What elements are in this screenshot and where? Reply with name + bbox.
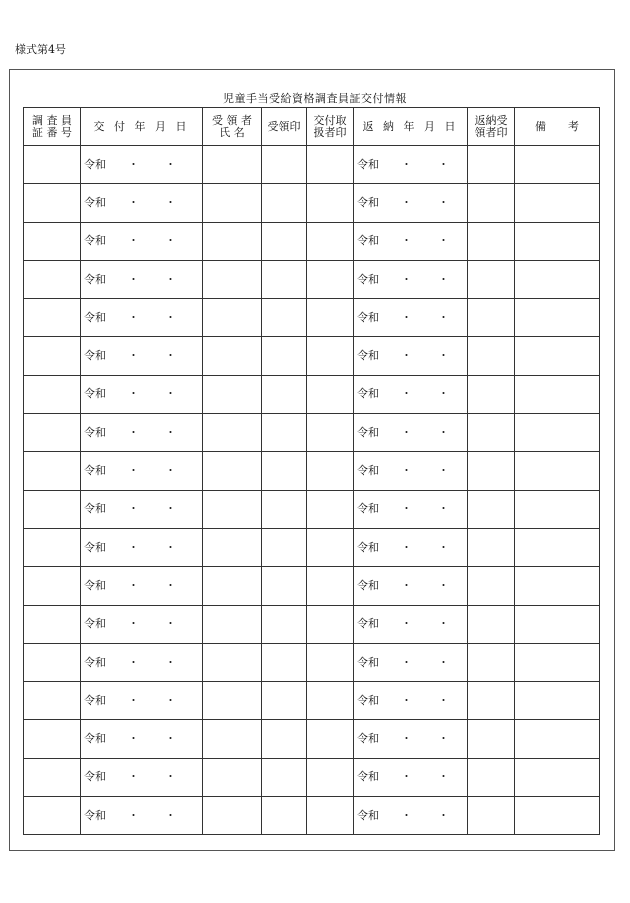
remarks-cell[interactable] — [515, 260, 600, 298]
recipient-seal-cell[interactable] — [262, 797, 307, 835]
id-number-cell[interactable] — [24, 682, 81, 720]
date-separator: ・ — [128, 502, 139, 516]
era-label: 令和 — [84, 808, 106, 822]
issuer-seal-cell[interactable] — [307, 375, 354, 413]
table-row — [24, 146, 600, 184]
return-date-cell[interactable] — [354, 643, 468, 681]
issue-date-cell[interactable] — [81, 260, 203, 298]
issue-date-cell[interactable] — [81, 452, 203, 490]
id-number-cell[interactable] — [24, 528, 81, 566]
era-label: 令和 — [357, 693, 379, 707]
return-date-cell[interactable] — [354, 414, 468, 452]
era-label: 令和 — [357, 617, 379, 631]
issuer-seal-cell[interactable] — [307, 222, 354, 260]
return-date-cell[interactable] — [354, 299, 468, 337]
table-row — [24, 260, 600, 298]
recipient-name-cell[interactable] — [203, 222, 262, 260]
recipient-seal-cell[interactable] — [262, 222, 307, 260]
era-label: 令和 — [357, 578, 379, 592]
remarks-cell[interactable] — [515, 184, 600, 222]
table-row — [24, 643, 600, 681]
era-label: 令和 — [357, 540, 379, 554]
header-remarks — [515, 108, 600, 146]
id-number-cell[interactable] — [24, 260, 81, 298]
issue-date-cell[interactable] — [81, 490, 203, 528]
remarks-cell[interactable] — [515, 567, 600, 605]
return-date-cell[interactable] — [354, 682, 468, 720]
date-separator: ・ — [165, 693, 176, 707]
date-separator: ・ — [165, 540, 176, 554]
header-return-recipient-seal-line2: 領者印 — [474, 125, 508, 139]
date-separator: ・ — [401, 195, 412, 209]
header-return-recipient-seal-line1: 返納受 — [474, 113, 508, 127]
date-separator: ・ — [165, 617, 176, 631]
remarks-cell[interactable] — [515, 643, 600, 681]
date-separator: ・ — [128, 349, 139, 363]
date-separator: ・ — [128, 234, 139, 248]
recipient-seal-cell[interactable] — [262, 567, 307, 605]
era-label: 令和 — [84, 349, 106, 363]
issuer-seal-cell[interactable] — [307, 414, 354, 452]
era-label: 令和 — [357, 655, 379, 669]
recipient-name-cell[interactable] — [203, 567, 262, 605]
table-row — [24, 720, 600, 758]
era-label: 令和 — [84, 770, 106, 784]
issue-date-cell[interactable] — [81, 299, 203, 337]
issuer-seal-cell[interactable] — [307, 567, 354, 605]
era-label: 令和 — [84, 310, 106, 324]
recipient-seal-cell[interactable] — [262, 682, 307, 720]
issue-date-cell[interactable] — [81, 375, 203, 413]
date-separator: ・ — [128, 195, 139, 209]
date-separator: ・ — [401, 655, 412, 669]
recipient-name-cell[interactable] — [203, 682, 262, 720]
table-row — [24, 758, 600, 796]
return-date-cell[interactable] — [354, 184, 468, 222]
era-label: 令和 — [84, 234, 106, 248]
id-number-cell[interactable] — [24, 758, 81, 796]
id-number-cell[interactable] — [24, 797, 81, 835]
date-separator: ・ — [165, 578, 176, 592]
register-body — [24, 146, 600, 835]
return-date-cell[interactable] — [354, 222, 468, 260]
id-number-cell[interactable] — [24, 605, 81, 643]
id-number-cell[interactable] — [24, 567, 81, 605]
header-recipient-seal: 受領印 — [262, 108, 307, 146]
era-label: 令和 — [84, 272, 106, 286]
date-separator: ・ — [401, 234, 412, 248]
return-date-cell[interactable] — [354, 452, 468, 490]
date-separator: ・ — [438, 808, 449, 822]
recipient-seal-cell[interactable] — [262, 146, 307, 184]
recipient-name-cell[interactable] — [203, 337, 262, 375]
era-label: 令和 — [357, 808, 379, 822]
issue-date-cell[interactable] — [81, 605, 203, 643]
header-id-number-line2: 証 番 号 — [32, 125, 72, 139]
remarks-cell[interactable] — [515, 222, 600, 260]
date-separator: ・ — [438, 502, 449, 516]
date-separator: ・ — [165, 502, 176, 516]
header-issue-date — [81, 108, 203, 146]
issue-date-cell[interactable] — [81, 337, 203, 375]
date-separator: ・ — [401, 349, 412, 363]
issuer-seal-cell[interactable] — [307, 528, 354, 566]
date-separator: ・ — [128, 578, 139, 592]
return-date-cell[interactable] — [354, 146, 468, 184]
remarks-cell[interactable] — [515, 490, 600, 528]
date-separator: ・ — [165, 387, 176, 401]
era-label: 令和 — [357, 425, 379, 439]
return-date-cell[interactable] — [354, 528, 468, 566]
header-issuer-seal-line2: 扱者印 — [313, 125, 347, 139]
date-separator: ・ — [438, 578, 449, 592]
issuer-seal-cell[interactable] — [307, 758, 354, 796]
era-label: 令和 — [357, 272, 379, 286]
id-number-cell[interactable] — [24, 490, 81, 528]
issuer-seal-cell[interactable] — [307, 299, 354, 337]
remarks-cell[interactable] — [515, 337, 600, 375]
remarks-cell[interactable] — [515, 720, 600, 758]
era-label: 令和 — [84, 502, 106, 516]
date-separator: ・ — [438, 195, 449, 209]
recipient-name-cell[interactable] — [203, 720, 262, 758]
date-separator: ・ — [128, 655, 139, 669]
recipient-seal-cell[interactable] — [262, 184, 307, 222]
table-row — [24, 299, 600, 337]
recipient-name-cell[interactable] — [203, 260, 262, 298]
date-separator: ・ — [438, 157, 449, 171]
date-separator: ・ — [401, 272, 412, 286]
remarks-cell[interactable] — [515, 375, 600, 413]
date-separator: ・ — [438, 310, 449, 324]
era-label: 令和 — [357, 770, 379, 784]
era-label: 令和 — [357, 310, 379, 324]
issue-date-cell[interactable] — [81, 222, 203, 260]
issue-date-cell[interactable] — [81, 758, 203, 796]
era-label: 令和 — [357, 464, 379, 478]
header-id-number — [24, 108, 81, 146]
era-label: 令和 — [84, 425, 106, 439]
table-row — [24, 567, 600, 605]
recipient-seal-cell[interactable] — [262, 605, 307, 643]
date-separator: ・ — [438, 387, 449, 401]
date-separator: ・ — [401, 540, 412, 554]
date-separator: ・ — [165, 425, 176, 439]
date-separator: ・ — [165, 157, 176, 171]
header-remarks-label: 備 考 — [535, 119, 579, 133]
remarks-cell[interactable] — [515, 682, 600, 720]
table-row — [24, 414, 600, 452]
id-number-cell[interactable] — [24, 452, 81, 490]
issue-date-cell[interactable] — [81, 414, 203, 452]
era-label: 令和 — [84, 693, 106, 707]
recipient-name-cell[interactable] — [203, 299, 262, 337]
date-separator: ・ — [401, 770, 412, 784]
id-number-cell[interactable] — [24, 643, 81, 681]
recipient-name-cell[interactable] — [203, 414, 262, 452]
issue-date-cell[interactable] — [81, 797, 203, 835]
recipient-seal-cell[interactable] — [262, 720, 307, 758]
date-separator: ・ — [128, 464, 139, 478]
issuer-seal-cell[interactable] — [307, 643, 354, 681]
return-date-cell[interactable] — [354, 720, 468, 758]
issue-date-cell[interactable] — [81, 528, 203, 566]
date-separator: ・ — [401, 387, 412, 401]
issuer-seal-cell[interactable] — [307, 184, 354, 222]
header-id-number-line1: 調 査 員 — [32, 113, 72, 127]
id-number-cell[interactable] — [24, 222, 81, 260]
date-separator: ・ — [401, 157, 412, 171]
issue-date-cell[interactable] — [81, 643, 203, 681]
era-label: 令和 — [84, 655, 106, 669]
header-return-date — [354, 108, 468, 146]
date-separator: ・ — [401, 808, 412, 822]
date-separator: ・ — [401, 502, 412, 516]
issuer-seal-cell[interactable] — [307, 605, 354, 643]
date-separator: ・ — [401, 732, 412, 746]
return-date-cell[interactable] — [354, 490, 468, 528]
date-separator: ・ — [128, 425, 139, 439]
header-return-date-label: 返 納 年 月 日 — [362, 119, 459, 133]
id-number-cell[interactable] — [24, 414, 81, 452]
date-separator: ・ — [165, 655, 176, 669]
remarks-cell[interactable] — [515, 299, 600, 337]
return-date-cell[interactable] — [354, 567, 468, 605]
recipient-name-cell[interactable] — [203, 490, 262, 528]
table-header-row — [24, 108, 600, 146]
date-separator: ・ — [438, 349, 449, 363]
recipient-seal-cell[interactable] — [262, 452, 307, 490]
form-number-label: 様式第4号 — [15, 43, 66, 56]
issue-date-cell[interactable] — [81, 146, 203, 184]
date-separator: ・ — [128, 272, 139, 286]
era-label: 令和 — [84, 195, 106, 209]
date-separator: ・ — [438, 617, 449, 631]
recipient-seal-cell[interactable] — [262, 375, 307, 413]
date-separator: ・ — [128, 310, 139, 324]
era-label: 令和 — [357, 195, 379, 209]
date-separator: ・ — [128, 387, 139, 401]
era-label: 令和 — [84, 387, 106, 401]
era-label: 令和 — [84, 540, 106, 554]
era-label: 令和 — [357, 349, 379, 363]
date-separator: ・ — [401, 464, 412, 478]
issue-date-cell[interactable] — [81, 184, 203, 222]
date-separator: ・ — [165, 195, 176, 209]
date-separator: ・ — [128, 770, 139, 784]
issuer-seal-cell[interactable] — [307, 146, 354, 184]
era-label: 令和 — [84, 464, 106, 478]
recipient-name-cell[interactable] — [203, 146, 262, 184]
date-separator: ・ — [401, 617, 412, 631]
date-separator: ・ — [165, 808, 176, 822]
id-number-cell[interactable] — [24, 375, 81, 413]
date-separator: ・ — [401, 310, 412, 324]
date-separator: ・ — [128, 617, 139, 631]
recipient-seal-cell[interactable] — [262, 490, 307, 528]
date-separator: ・ — [128, 693, 139, 707]
recipient-name-cell[interactable] — [203, 643, 262, 681]
id-number-cell[interactable] — [24, 337, 81, 375]
remarks-cell[interactable] — [515, 146, 600, 184]
recipient-seal-cell[interactable] — [262, 758, 307, 796]
return-date-cell[interactable] — [354, 260, 468, 298]
date-separator: ・ — [438, 732, 449, 746]
table-row — [24, 682, 600, 720]
era-label: 令和 — [357, 732, 379, 746]
date-separator: ・ — [438, 655, 449, 669]
return-date-cell[interactable] — [354, 797, 468, 835]
recipient-name-cell[interactable] — [203, 758, 262, 796]
era-label: 令和 — [357, 387, 379, 401]
header-return-recipient-seal — [468, 108, 515, 146]
date-separator: ・ — [401, 578, 412, 592]
issuer-seal-cell[interactable] — [307, 337, 354, 375]
table-row — [24, 375, 600, 413]
id-number-cell[interactable] — [24, 720, 81, 758]
date-separator: ・ — [165, 272, 176, 286]
issuance-register-table — [23, 107, 600, 835]
era-label: 令和 — [357, 502, 379, 516]
recipient-name-cell[interactable] — [203, 452, 262, 490]
table-row — [24, 490, 600, 528]
return-date-cell[interactable] — [354, 605, 468, 643]
recipient-seal-cell[interactable] — [262, 337, 307, 375]
remarks-cell[interactable] — [515, 605, 600, 643]
date-separator: ・ — [165, 310, 176, 324]
date-separator: ・ — [165, 464, 176, 478]
id-number-cell[interactable] — [24, 184, 81, 222]
issuer-seal-cell[interactable] — [307, 452, 354, 490]
era-label: 令和 — [84, 578, 106, 592]
date-separator: ・ — [438, 234, 449, 248]
recipient-name-cell[interactable] — [203, 605, 262, 643]
date-separator: ・ — [438, 425, 449, 439]
remarks-cell[interactable] — [515, 414, 600, 452]
issue-date-cell[interactable] — [81, 720, 203, 758]
date-separator: ・ — [165, 234, 176, 248]
date-separator: ・ — [401, 693, 412, 707]
date-separator: ・ — [128, 540, 139, 554]
document-title: 児童手当受給資格調査員証交付情報 — [223, 92, 407, 105]
date-separator: ・ — [438, 693, 449, 707]
header-recipient-name-line2: 氏 名 — [219, 125, 245, 139]
date-separator: ・ — [438, 540, 449, 554]
date-separator: ・ — [165, 349, 176, 363]
remarks-cell[interactable] — [515, 758, 600, 796]
header-issuer-seal — [307, 108, 354, 146]
issuer-seal-cell[interactable] — [307, 682, 354, 720]
header-issuer-seal-line1: 交付取 — [313, 113, 347, 127]
table-row — [24, 452, 600, 490]
era-label: 令和 — [357, 157, 379, 171]
id-number-cell[interactable] — [24, 146, 81, 184]
date-separator: ・ — [401, 425, 412, 439]
remarks-cell[interactable] — [515, 528, 600, 566]
header-recipient-name — [203, 108, 262, 146]
return-date-cell[interactable] — [354, 758, 468, 796]
recipient-seal-cell[interactable] — [262, 260, 307, 298]
era-label: 令和 — [84, 617, 106, 631]
recipient-seal-cell[interactable] — [262, 299, 307, 337]
era-label: 令和 — [84, 157, 106, 171]
date-separator: ・ — [438, 770, 449, 784]
table-row — [24, 222, 600, 260]
remarks-cell[interactable] — [515, 452, 600, 490]
date-separator: ・ — [438, 272, 449, 286]
recipient-seal-cell[interactable] — [262, 643, 307, 681]
header-issue-date-label: 交 付 年 月 日 — [93, 119, 190, 133]
return-date-cell[interactable] — [354, 375, 468, 413]
era-label: 令和 — [84, 732, 106, 746]
recipient-name-cell[interactable] — [203, 184, 262, 222]
issuer-seal-cell[interactable] — [307, 720, 354, 758]
issue-date-cell[interactable] — [81, 682, 203, 720]
recipient-seal-cell[interactable] — [262, 414, 307, 452]
date-separator: ・ — [128, 157, 139, 171]
date-separator: ・ — [128, 732, 139, 746]
table-row — [24, 337, 600, 375]
table-row — [24, 528, 600, 566]
table-row — [24, 797, 600, 835]
recipient-seal-cell[interactable] — [262, 528, 307, 566]
id-number-cell[interactable] — [24, 299, 81, 337]
era-label: 令和 — [357, 234, 379, 248]
return-date-cell[interactable] — [354, 337, 468, 375]
table-row — [24, 184, 600, 222]
recipient-name-cell[interactable] — [203, 528, 262, 566]
recipient-name-cell[interactable] — [203, 375, 262, 413]
date-separator: ・ — [438, 464, 449, 478]
table-row — [24, 605, 600, 643]
issuer-seal-cell[interactable] — [307, 797, 354, 835]
date-separator: ・ — [165, 770, 176, 784]
remarks-cell[interactable] — [515, 797, 600, 835]
date-separator: ・ — [128, 808, 139, 822]
date-separator: ・ — [165, 732, 176, 746]
issuer-seal-cell[interactable] — [307, 260, 354, 298]
issue-date-cell[interactable] — [81, 567, 203, 605]
recipient-name-cell[interactable] — [203, 797, 262, 835]
issuer-seal-cell[interactable] — [307, 490, 354, 528]
header-recipient-name-line1: 受 領 者 — [212, 113, 252, 127]
